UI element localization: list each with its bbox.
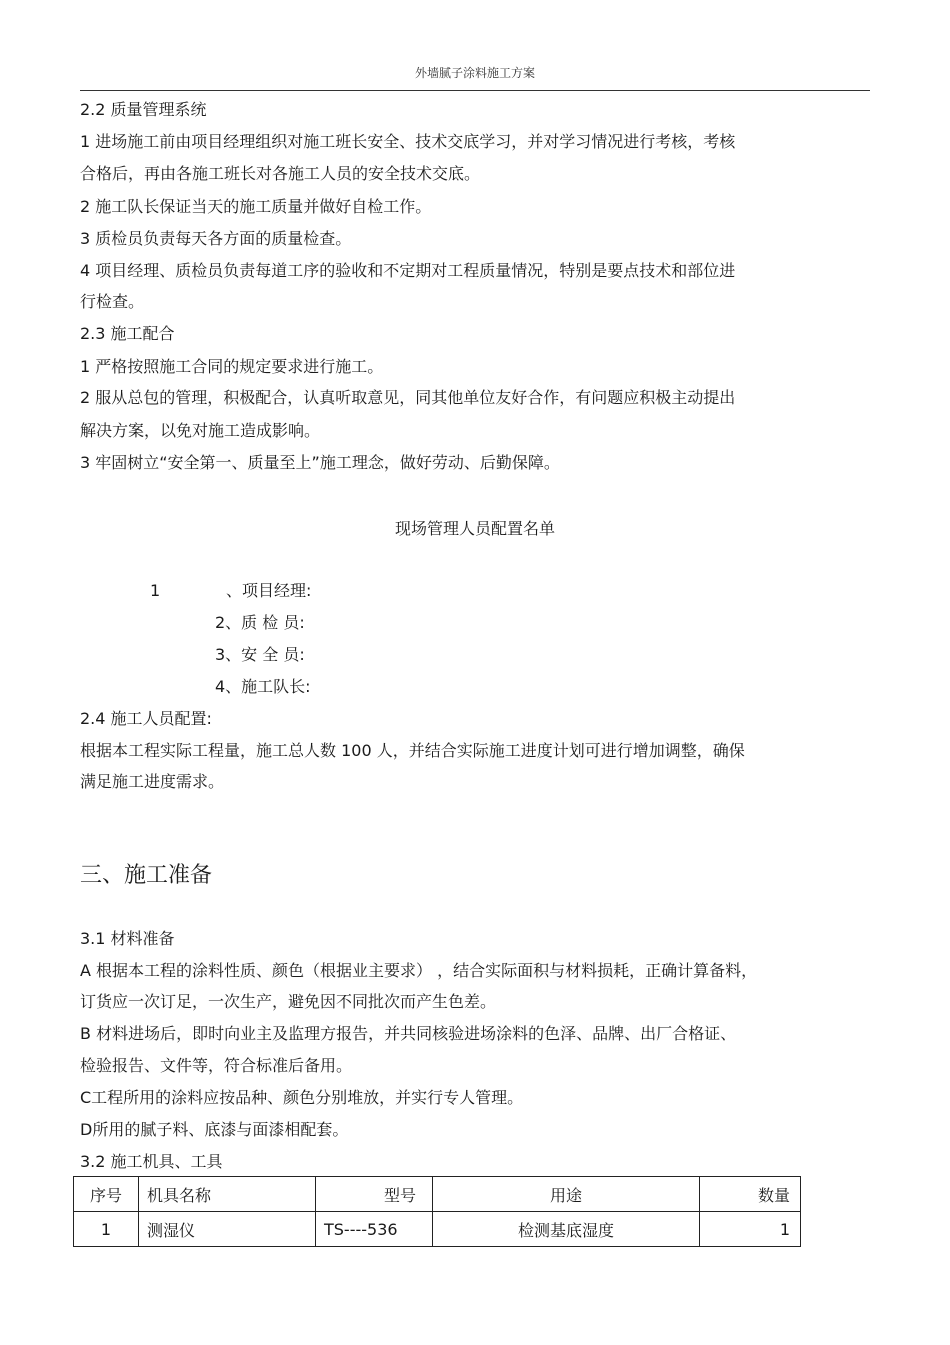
- roster-item: 2、质 检 员:: [215, 613, 305, 632]
- header-rule: [80, 90, 870, 91]
- paragraph: C工程所用的涂料应按品种、颜色分别堆放，并实行专人管理。: [80, 1088, 524, 1107]
- table-header-row: [74, 1177, 801, 1212]
- section-3-2-heading: 3.2 施工机具、工具: [80, 1152, 223, 1171]
- roster-item-number: 1: [150, 581, 161, 600]
- paragraph: 订货应一次订足，一次生产，避免因不同批次而产生色差。: [80, 992, 497, 1011]
- section-2-2-heading: 2.2 质量管理系统: [80, 100, 207, 119]
- roster-item: 4、施工队长:: [215, 677, 311, 696]
- paragraph: 合格后，再由各施工班长对各施工人员的安全技术交底。: [80, 164, 481, 183]
- roster-title: 现场管理人员配置名单: [394, 519, 555, 538]
- paragraph: D所用的腻子料、底漆与面漆相配套。: [80, 1120, 349, 1139]
- page-header-title: 外墙腻子涂料施工方案: [414, 66, 535, 80]
- table-cell: 检测基底湿度: [433, 1212, 700, 1247]
- paragraph: A 根据本工程的涂料性质、颜色（根据业主要求） ，结合实际面积与材料损耗，正确计算备料，: [80, 961, 758, 980]
- table-cell: 测湿仪: [139, 1212, 316, 1247]
- paragraph: 1 进场施工前由项目经理组织对施工班长安全、技术交底学习，并对学习情况进行考核，考核: [80, 132, 736, 151]
- paragraph: 2 施工队长保证当天的施工质量并做好自检工作。: [80, 197, 432, 216]
- section-3-1-heading: 3.1 材料准备: [80, 929, 175, 948]
- paragraph: 根据本工程实际工程量，施工总人数 100 人，并结合实际施工进度计划可进行增加调整，确保: [80, 741, 745, 760]
- column-header: 序号: [74, 1177, 139, 1212]
- paragraph: 满足施工进度需求。: [80, 772, 225, 791]
- paragraph: 3 质检员负责每天各方面的质量检查。: [80, 229, 352, 248]
- roster-item: 3、安 全 员:: [215, 645, 305, 664]
- paragraph: B 材料进场后，即时向业主及监理方报告，并共同核验进场涂料的色泽、品牌、出厂合格证、: [80, 1024, 737, 1043]
- column-header: 型号: [316, 1177, 433, 1212]
- table-cell: 1: [700, 1212, 801, 1247]
- column-header: 机具名称: [139, 1177, 316, 1212]
- section-2-4-heading: 2.4 施工人员配置:: [80, 709, 212, 728]
- table-cell: 1: [74, 1212, 139, 1247]
- column-header: 数量: [700, 1177, 801, 1212]
- table-cell: TS----536: [316, 1212, 433, 1247]
- paragraph: 1 严格按照施工合同的规定要求进行施工。: [80, 357, 384, 376]
- paragraph: 2 服从总包的管理，积极配合，认真听取意见，同其他单位友好合作，有问题应积极主动提出: [80, 388, 736, 407]
- paragraph: 3 牢固树立“安全第一、质量至上”施工理念，做好劳动、后勤保障。: [80, 453, 560, 472]
- section-3-heading: 三、施工准备: [80, 863, 213, 888]
- roster-item-label: 、项目经理:: [226, 581, 312, 600]
- tools-table: [73, 1176, 801, 1247]
- column-header: 用途: [433, 1177, 700, 1212]
- paragraph: 行检查。: [80, 292, 145, 311]
- table-row: [74, 1212, 801, 1247]
- section-2-3-heading: 2.3 施工配合: [80, 324, 175, 343]
- paragraph: 检验报告、文件等，符合标准后备用。: [80, 1056, 353, 1075]
- paragraph: 解决方案，以免对施工造成影响。: [80, 421, 321, 440]
- paragraph: 4 项目经理、质检员负责每道工序的验收和不定期对工程质量情况，特别是要点技术和部位进: [80, 261, 736, 280]
